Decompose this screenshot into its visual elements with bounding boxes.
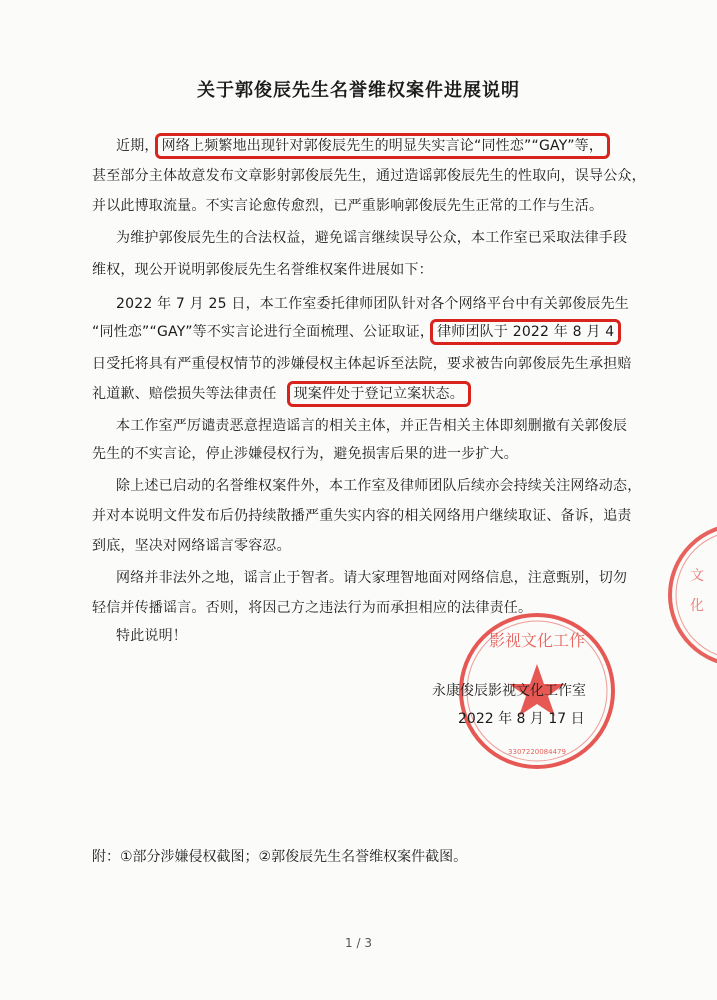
document-title: 关于郭俊辰先生名誉维权案件进展说明 [197, 80, 520, 101]
paragraph-4-line-2: 先生的不实言论，停止涉嫌侵权行为，避免损害后果的进一步扩大。 [92, 446, 518, 462]
paragraph-4-line-1: 本工作室严厉谴责恶意捏造谣言的相关主体，并正告相关主体即刻删撤有关郭俊辰 [116, 418, 628, 434]
paragraph-1-line-3: 并以此博取流量。不实言论愈传愈烈，已严重影响郭俊辰先生正常的工作与生活。 [92, 198, 604, 214]
paragraph-5-line-3: 到底，坚决对网络谣言零容忍。 [92, 538, 291, 554]
signature-date: 2022 年 8 月 17 日 [458, 711, 585, 727]
paragraph-3-line-2 [92, 322, 617, 342]
highlight-box-case-status: 现案件处于登记立案状态。 [287, 381, 471, 407]
paragraph-3-line-3: 日受托将具有严重侵权情节的涉嫌侵权主体起诉至法院，要求被告向郭俊辰先生承担赔 [92, 356, 632, 372]
paragraph-3-text: “同性恋”“GAY”等不实言论进行全面梳理、公证取证， [92, 324, 435, 340]
paragraph-6-line-1: 网络并非法外之地，谣言止于智者。请大家理智地面对网络信息，注意甄别，切勿 [116, 570, 628, 586]
paragraph-3-line-1: 2022 年 7 月 25 日，本工作室委托律师团队针对各个网络平台中有关郭俊辰先生 [116, 296, 629, 312]
paragraph-5-line-2: 并对本说明文件发布后仍持续散播严重失实内容的相关网络用户继续取证、备诉，追责 [92, 508, 632, 524]
svg-text:3307220084479: 3307220084479 [508, 748, 566, 756]
svg-text:文: 文 [690, 568, 704, 584]
attachment-note: 附：①部分涉嫌侵权截图；②郭俊辰先生名誉维权案件截图。 [92, 849, 468, 865]
signature-organization: 永康俊辰影视文化工作室 [432, 683, 586, 699]
closing-statement: 特此说明！ [116, 628, 187, 644]
highlight-box-rumors: 网络上频繁地出现针对郭俊辰先生的明显失实言论“同性恋”“GAY”等， [155, 133, 610, 159]
paragraph-3-text-end: 礼道歉、赔偿损失等法律责任 [92, 386, 277, 402]
paragraph-1-lead: 近期， [116, 138, 159, 154]
paragraph-1-line-2: 甚至部分主体故意发布文章影射郭俊辰先生，通过造谣郭俊辰先生的性取向，误导公众， [92, 168, 646, 184]
paragraph-6-line-2: 轻信并传播谣言。否则，将因己方之违法行为而承担相应的法律责任。 [92, 600, 533, 616]
paragraph-5-line-1: 除上述已启动的名誉维权案件外，本工作室及律师团队后续亦会持续关注网络动态， [116, 478, 642, 494]
page-number: 1 / 3 [345, 936, 372, 950]
highlight-box-lawyer-date: 律师团队于 2022 年 8 月 4 [430, 319, 621, 345]
paragraph-1-line-1 [116, 136, 606, 156]
svg-text:化: 化 [690, 598, 704, 614]
paragraph-2-line-1: 为维护郭俊辰先生的合法权益，避免谣言继续误导公众，本工作室已采取法律手段 [116, 230, 628, 246]
svg-text:影视文化工作: 影视文化工作 [488, 631, 586, 650]
paragraph-3-line-4 [92, 384, 467, 404]
paragraph-2-line-2: 维权，现公开说明郭俊辰先生名誉维权案件进展如下： [92, 262, 433, 278]
partial-seal-stamp [660, 520, 717, 670]
